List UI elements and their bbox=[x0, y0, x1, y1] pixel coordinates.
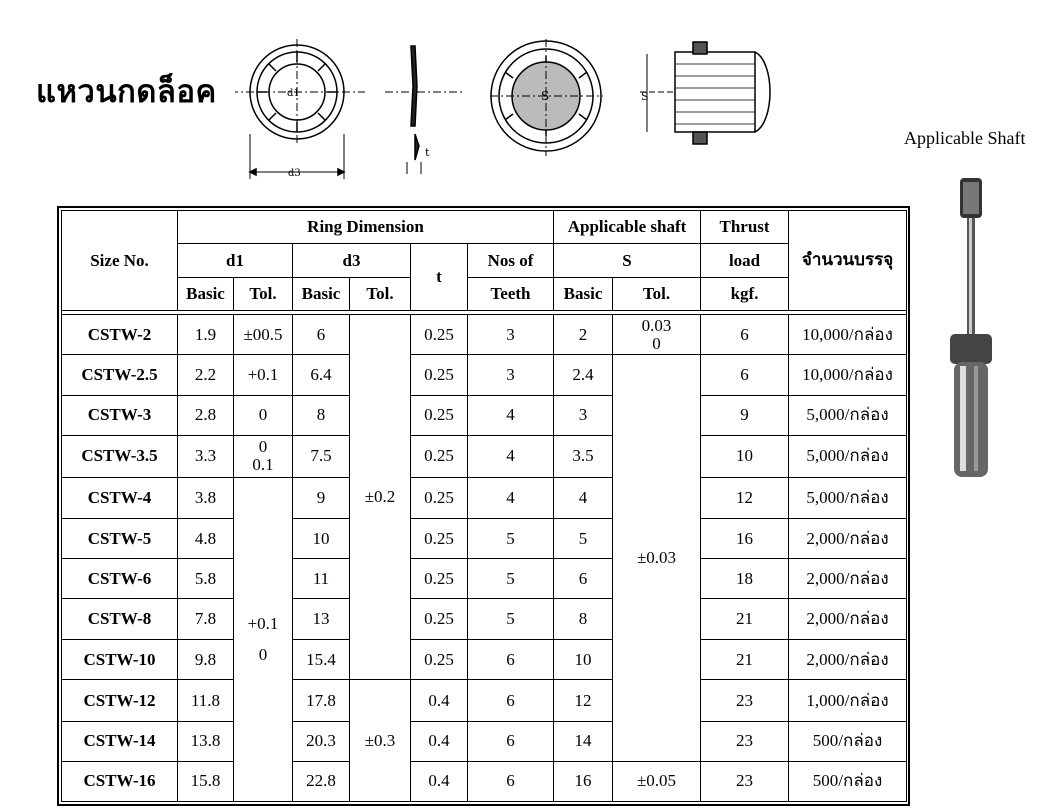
teeth-cell: 6 bbox=[468, 761, 554, 801]
d1-tol-cell bbox=[234, 435, 293, 477]
d1-basic-cell: 3.3 bbox=[178, 435, 234, 477]
t-cell: 0.25 bbox=[411, 640, 468, 680]
t-cell: 0.4 bbox=[411, 680, 468, 721]
s-basic-cell: 10 bbox=[554, 640, 613, 680]
d1-basic-cell: 1.9 bbox=[178, 315, 234, 355]
d3-basic-cell: 8 bbox=[293, 395, 350, 435]
thrust-cell: 21 bbox=[701, 640, 789, 680]
s-center-label: S bbox=[541, 89, 550, 103]
d3-basic-cell: 10 bbox=[293, 518, 350, 558]
kgf-header: kgf. bbox=[701, 278, 789, 311]
t-cell: 0.25 bbox=[411, 395, 468, 435]
qty-cell: 10,000/กล่อง bbox=[789, 315, 907, 355]
s-basic-cell: 14 bbox=[554, 721, 613, 761]
qty-cell: 2,000/กล่อง bbox=[789, 518, 907, 558]
spec-table bbox=[61, 210, 907, 802]
qty-cell: 5,000/กล่อง bbox=[789, 395, 907, 435]
d1-tol-merged bbox=[234, 477, 293, 801]
table-row bbox=[62, 355, 907, 395]
teeth-cell: 6 bbox=[468, 680, 554, 721]
t-cell: 0.25 bbox=[411, 599, 468, 640]
teeth-cell: 5 bbox=[468, 599, 554, 640]
page-title: แหวนกดล็อค bbox=[36, 74, 217, 110]
table-row bbox=[62, 599, 907, 640]
d1-basic-header: Basic bbox=[178, 278, 234, 311]
d1-basic-cell: 7.8 bbox=[178, 599, 234, 640]
size-cell: CSTW-3 bbox=[62, 395, 178, 435]
s-basic-cell: 16 bbox=[554, 761, 613, 801]
d3-basic-cell: 6.4 bbox=[293, 355, 350, 395]
teeth-cell: 5 bbox=[468, 518, 554, 558]
thrust-cell: 23 bbox=[701, 680, 789, 721]
s-tol-first bbox=[613, 315, 701, 355]
size-cell: CSTW-6 bbox=[62, 559, 178, 599]
d3-tol-merged-a: ±0.2 bbox=[350, 315, 411, 680]
thrust-cell: 18 bbox=[701, 559, 789, 599]
size-cell: CSTW-16 bbox=[62, 761, 178, 801]
d1-tol-header: Tol. bbox=[234, 278, 293, 311]
s-basic-header: Basic bbox=[554, 278, 613, 311]
table-row bbox=[62, 721, 907, 761]
size-cell: CSTW-12 bbox=[62, 680, 178, 721]
teeth-header: Teeth bbox=[468, 278, 554, 311]
s-header: S bbox=[554, 244, 701, 278]
t-cell: 0.25 bbox=[411, 518, 468, 558]
teeth-cell: 3 bbox=[468, 315, 554, 355]
s-tol-last: ±0.05 bbox=[613, 761, 701, 801]
s-side-label: S bbox=[641, 90, 649, 103]
size-cell: CSTW-5 bbox=[62, 518, 178, 558]
ring-front-view bbox=[235, 39, 365, 179]
teeth-cell: 3 bbox=[468, 355, 554, 395]
d1-basic-cell: 3.8 bbox=[178, 477, 234, 518]
qty-cell: 1,000/กล่อง bbox=[789, 680, 907, 721]
d1-basic-cell: 5.8 bbox=[178, 559, 234, 599]
size-cell: CSTW-2 bbox=[62, 315, 178, 355]
table-row bbox=[62, 640, 907, 680]
teeth-cell: 6 bbox=[468, 640, 554, 680]
d3-basic-cell: 6 bbox=[293, 315, 350, 355]
size-cell: CSTW-2.5 bbox=[62, 355, 178, 395]
d3-basic-header: Basic bbox=[293, 278, 350, 311]
size-cell: CSTW-3.5 bbox=[62, 435, 178, 477]
qty-cell: 2,000/กล่อง bbox=[789, 640, 907, 680]
s-basic-cell: 5 bbox=[554, 518, 613, 558]
nos-of-header: Nos of bbox=[468, 244, 554, 278]
d1-tol-top: 0 bbox=[258, 437, 268, 457]
d3-basic-cell: 17.8 bbox=[293, 680, 350, 721]
d1-basic-cell: 15.8 bbox=[178, 761, 234, 801]
d1-basic-cell: 2.2 bbox=[178, 355, 234, 395]
d1-label: d1 bbox=[287, 88, 300, 99]
qty-cell: 2,000/กล่อง bbox=[789, 599, 907, 640]
teeth-cell: 5 bbox=[468, 559, 554, 599]
s-basic-cell: 2.4 bbox=[554, 355, 613, 395]
qty-cell: 500/กล่อง bbox=[789, 761, 907, 801]
size-cell: CSTW-10 bbox=[62, 640, 178, 680]
d1-basic-cell: 11.8 bbox=[178, 680, 234, 721]
table-row bbox=[62, 761, 907, 801]
s-basic-cell: 12 bbox=[554, 680, 613, 721]
d1-basic-cell: 2.8 bbox=[178, 395, 234, 435]
s-basic-cell: 3.5 bbox=[554, 435, 613, 477]
applicable-shaft-header: Applicable shaft bbox=[554, 211, 701, 244]
d1-tol-cell: 0 bbox=[234, 395, 293, 435]
d3-basic-cell: 13 bbox=[293, 599, 350, 640]
s-tol-header: Tol. bbox=[613, 278, 701, 311]
t-cell: 0.25 bbox=[411, 559, 468, 599]
thrust-cell: 10 bbox=[701, 435, 789, 477]
installation-tool-image bbox=[944, 176, 1000, 481]
thrust-cell: 23 bbox=[701, 761, 789, 801]
s-basic-cell: 8 bbox=[554, 599, 613, 640]
ring-dimension-header: Ring Dimension bbox=[178, 211, 554, 244]
table-row bbox=[62, 680, 907, 721]
t-cell: 0.25 bbox=[411, 355, 468, 395]
table-row bbox=[62, 559, 907, 599]
s-tol-first-top: 0.03 bbox=[641, 316, 672, 336]
table-row bbox=[62, 435, 907, 477]
size-header: Size No. bbox=[62, 211, 178, 311]
thrust-cell: 12 bbox=[701, 477, 789, 518]
d3-basic-cell: 9 bbox=[293, 477, 350, 518]
d3-basic-cell: 7.5 bbox=[293, 435, 350, 477]
thrust-cell: 23 bbox=[701, 721, 789, 761]
d1-basic-cell: 13.8 bbox=[178, 721, 234, 761]
d1-basic-cell: 4.8 bbox=[178, 518, 234, 558]
teeth-cell: 4 bbox=[468, 477, 554, 518]
d3-basic-cell: 15.4 bbox=[293, 640, 350, 680]
d3-header: d3 bbox=[293, 244, 411, 278]
s-basic-cell: 2 bbox=[554, 315, 613, 355]
t-header: t bbox=[411, 244, 468, 311]
t-cell: 0.25 bbox=[411, 435, 468, 477]
teeth-cell: 4 bbox=[468, 435, 554, 477]
thrust-header: Thrust bbox=[701, 211, 789, 244]
d3-tol-merged-b: ±0.3 bbox=[350, 680, 411, 802]
d3-basic-cell: 11 bbox=[293, 559, 350, 599]
t-cell: 0.25 bbox=[411, 315, 468, 355]
s-basic-cell: 3 bbox=[554, 395, 613, 435]
t-cell: 0.4 bbox=[411, 721, 468, 761]
thrust-cell: 16 bbox=[701, 518, 789, 558]
qty-cell: 5,000/กล่อง bbox=[789, 477, 907, 518]
qty-cell: 5,000/กล่อง bbox=[789, 435, 907, 477]
d3-tol-header: Tol. bbox=[350, 278, 411, 311]
size-cell: CSTW-14 bbox=[62, 721, 178, 761]
d1-tol-merged-bottom: 0 bbox=[258, 645, 268, 665]
t-cell: 0.25 bbox=[411, 477, 468, 518]
d1-tol-merged-top: +0.1 bbox=[247, 613, 279, 633]
teeth-cell: 4 bbox=[468, 395, 554, 435]
packing-header: จำนวนบรรจุ bbox=[789, 211, 907, 311]
d1-header: d1 bbox=[178, 244, 293, 278]
s-basic-cell: 4 bbox=[554, 477, 613, 518]
table-row bbox=[62, 518, 907, 558]
d3-basic-cell: 20.3 bbox=[293, 721, 350, 761]
table-row bbox=[62, 315, 907, 355]
thrust-cell: 6 bbox=[701, 355, 789, 395]
d3-basic-cell: 22.8 bbox=[293, 761, 350, 801]
thrust-cell: 9 bbox=[701, 395, 789, 435]
qty-cell: 500/กล่อง bbox=[789, 721, 907, 761]
load-header: load bbox=[701, 244, 789, 278]
ring-diagram bbox=[235, 34, 780, 184]
s-tol-first-bottom: 0 bbox=[652, 333, 661, 353]
size-cell: CSTW-4 bbox=[62, 477, 178, 518]
thrust-cell: 21 bbox=[701, 599, 789, 640]
table-row bbox=[62, 395, 907, 435]
s-basic-cell: 6 bbox=[554, 559, 613, 599]
table-row bbox=[62, 477, 907, 518]
thrust-cell: 6 bbox=[701, 315, 789, 355]
d1-tol-bottom: 0.1 bbox=[252, 455, 274, 475]
s-tol-merged: ±0.03 bbox=[613, 355, 701, 761]
d1-tol-cell: ±00.5 bbox=[234, 315, 293, 355]
applicable-shaft-label: Applicable Shaft bbox=[904, 128, 1026, 148]
qty-cell: 2,000/กล่อง bbox=[789, 559, 907, 599]
t-label: t bbox=[425, 146, 430, 159]
t-cell: 0.4 bbox=[411, 761, 468, 801]
d3-label: d3 bbox=[288, 168, 301, 179]
d1-basic-cell: 9.8 bbox=[178, 640, 234, 680]
teeth-cell: 6 bbox=[468, 721, 554, 761]
size-cell: CSTW-8 bbox=[62, 599, 178, 640]
d1-tol-cell: +0.1 bbox=[234, 355, 293, 395]
qty-cell: 10,000/กล่อง bbox=[789, 355, 907, 395]
shaft-section-view bbox=[640, 42, 770, 144]
